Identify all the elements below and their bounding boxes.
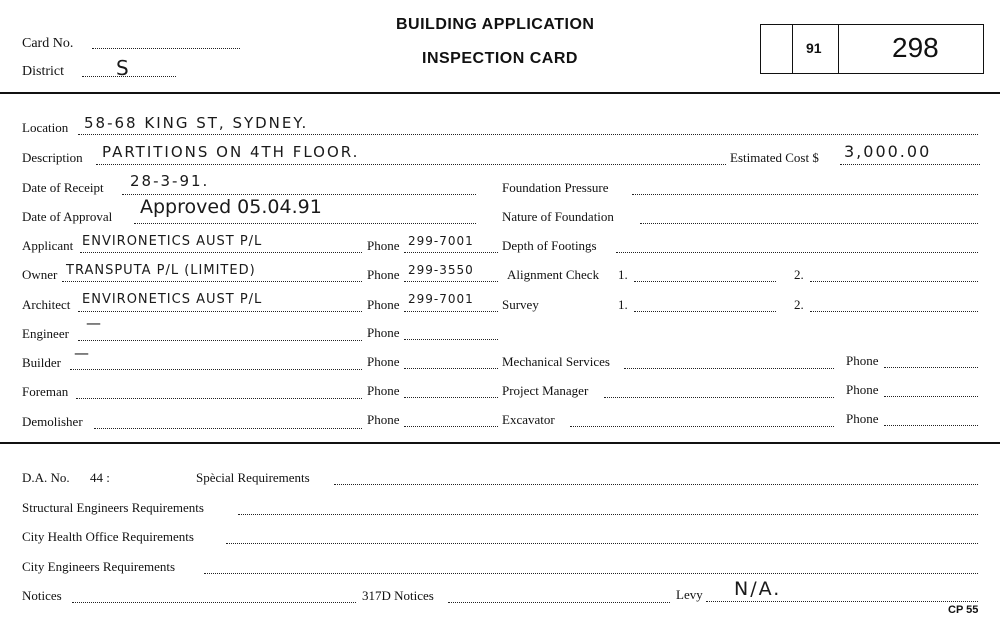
builder-phone-label: Phone <box>367 354 400 369</box>
special-req-field[interactable] <box>334 484 978 485</box>
levy-value: N/A. <box>734 578 782 600</box>
mechanical-services-field[interactable] <box>624 368 834 369</box>
applicant-value: ENVIRONETICS AUST P/L <box>82 234 263 249</box>
engineer-value: — <box>86 314 103 332</box>
engineer-phone-label: Phone <box>367 325 400 340</box>
excavator-phone-field[interactable] <box>884 425 978 426</box>
card-number-box <box>760 24 984 74</box>
estimated-cost-field[interactable] <box>840 164 980 165</box>
mechanical-services-phone-field[interactable] <box>884 367 978 368</box>
card-number: 298 <box>892 32 939 63</box>
builder-value: — <box>74 344 91 362</box>
location-field[interactable] <box>78 134 978 135</box>
applicant-phone-label: Phone <box>367 238 400 253</box>
alignment-check-field-2[interactable] <box>810 281 978 282</box>
alignment-check-label: Alignment Check <box>507 267 600 282</box>
card-number-divider-2 <box>838 24 839 74</box>
nature-foundation-field[interactable] <box>640 223 978 224</box>
owner-phone-value: 299-3550 <box>408 263 474 277</box>
architect-phone-field[interactable] <box>404 311 498 312</box>
date-receipt-field[interactable] <box>122 194 476 195</box>
health-req-label: City Health Office Requirements <box>22 529 194 544</box>
project-manager-phone-label: Phone <box>846 382 879 397</box>
owner-field[interactable] <box>62 281 362 282</box>
applicant-phone-field[interactable] <box>404 252 498 253</box>
nature-foundation-label: Nature of Foundation <box>502 209 614 224</box>
demolisher-field[interactable] <box>94 428 362 429</box>
excavator-phone-label: Phone <box>846 411 879 426</box>
excavator-label: Excavator <box>502 412 555 427</box>
foundation-pressure-field[interactable] <box>632 194 978 195</box>
date-approval-label: Date of Approval <box>22 209 113 224</box>
project-manager-phone-field[interactable] <box>884 396 978 397</box>
demolisher-phone-field[interactable] <box>404 426 498 427</box>
foreman-label: Foreman <box>22 384 69 399</box>
foundation-pressure-label: Foundation Pressure <box>502 180 609 195</box>
description-field[interactable] <box>96 164 726 165</box>
survey-num2: 2. <box>794 297 804 312</box>
applicant-field[interactable] <box>80 252 362 253</box>
survey-field-2[interactable] <box>810 311 978 312</box>
project-manager-field[interactable] <box>604 397 834 398</box>
engineer-field[interactable] <box>78 340 362 341</box>
levy-label: Levy <box>676 587 703 602</box>
structural-req-field[interactable] <box>238 514 978 515</box>
depth-footings-field[interactable] <box>616 252 978 253</box>
estimated-cost-label: Estimated Cost $ <box>730 150 819 165</box>
card-year: 91 <box>806 40 822 56</box>
description-label: Description <box>22 150 83 165</box>
alignment-check-num1: 1. <box>618 267 628 282</box>
description-value: PARTITIONS ON 4TH FLOOR. <box>102 143 360 161</box>
owner-value: TRANSPUTA P/L (LIMITED) <box>66 263 256 278</box>
notices-317d-label: 317D Notices <box>362 588 434 603</box>
da-no-value: 44 : <box>90 470 110 485</box>
mechanical-services-label: Mechanical Services <box>502 354 610 369</box>
foreman-field[interactable] <box>76 398 362 399</box>
structural-req-label: Structural Engineers Requirements <box>22 500 204 515</box>
architect-phone-value: 299-7001 <box>408 292 474 306</box>
district-value: S <box>116 56 131 80</box>
alignment-check-num2: 2. <box>794 267 804 282</box>
survey-num1: 1. <box>618 297 628 312</box>
builder-label: Builder <box>22 355 61 370</box>
details-divider <box>0 442 1000 444</box>
notices-317d-field[interactable] <box>448 602 670 603</box>
depth-footings-label: Depth of Footings <box>502 238 597 253</box>
location-label: Location <box>22 120 69 135</box>
project-manager-label: Project Manager <box>502 383 589 398</box>
survey-label: Survey <box>502 297 539 312</box>
form-title-line1: BUILDING APPLICATION <box>396 16 595 33</box>
notices-field[interactable] <box>72 602 356 603</box>
engineers-req-field[interactable] <box>204 573 978 574</box>
notices-label: Notices <box>22 588 62 603</box>
owner-label: Owner <box>22 267 58 282</box>
owner-phone-label: Phone <box>367 267 400 282</box>
architect-field[interactable] <box>78 311 362 312</box>
levy-field[interactable] <box>706 601 978 602</box>
engineer-label: Engineer <box>22 326 69 341</box>
architect-phone-label: Phone <box>367 297 400 312</box>
date-receipt-label: Date of Receipt <box>22 180 104 195</box>
card-number-divider-1 <box>792 24 793 74</box>
builder-phone-field[interactable] <box>404 368 498 369</box>
architect-label: Architect <box>22 297 71 312</box>
excavator-field[interactable] <box>570 426 834 427</box>
survey-field-1[interactable] <box>634 311 776 312</box>
applicant-label: Applicant <box>22 238 74 253</box>
demolisher-label: Demolisher <box>22 414 83 429</box>
form-code: CP 55 <box>948 604 979 616</box>
special-req-label: Spècial Requirements <box>196 470 310 485</box>
engineer-phone-field[interactable] <box>404 339 498 340</box>
date-approval-value: Approved 05.04.91 <box>140 196 322 218</box>
form-title-line2: INSPECTION CARD <box>422 50 578 67</box>
builder-field[interactable] <box>70 369 362 370</box>
demolisher-phone-label: Phone <box>367 412 400 427</box>
owner-phone-field[interactable] <box>404 281 498 282</box>
alignment-check-field-1[interactable] <box>634 281 776 282</box>
date-receipt-value: 28-3-91. <box>130 172 210 190</box>
applicant-phone-value: 299-7001 <box>408 234 474 248</box>
architect-value: ENVIRONETICS AUST P/L <box>82 292 263 307</box>
header-divider <box>0 92 1000 94</box>
health-req-field[interactable] <box>226 543 978 544</box>
mechanical-services-phone-label: Phone <box>846 353 879 368</box>
card-no-field[interactable] <box>92 48 240 49</box>
location-value: 58-68 KING ST, SYDNEY. <box>84 114 309 132</box>
foreman-phone-field[interactable] <box>404 397 498 398</box>
date-approval-field[interactable] <box>134 223 476 224</box>
estimated-cost-value: 3,000.00 <box>844 142 932 161</box>
district-label: District <box>22 64 64 79</box>
card-no-label: Card No. <box>22 36 74 51</box>
da-no-label: D.A. No. <box>22 470 70 485</box>
engineers-req-label: City Engineers Requirements <box>22 559 176 574</box>
foreman-phone-label: Phone <box>367 383 400 398</box>
